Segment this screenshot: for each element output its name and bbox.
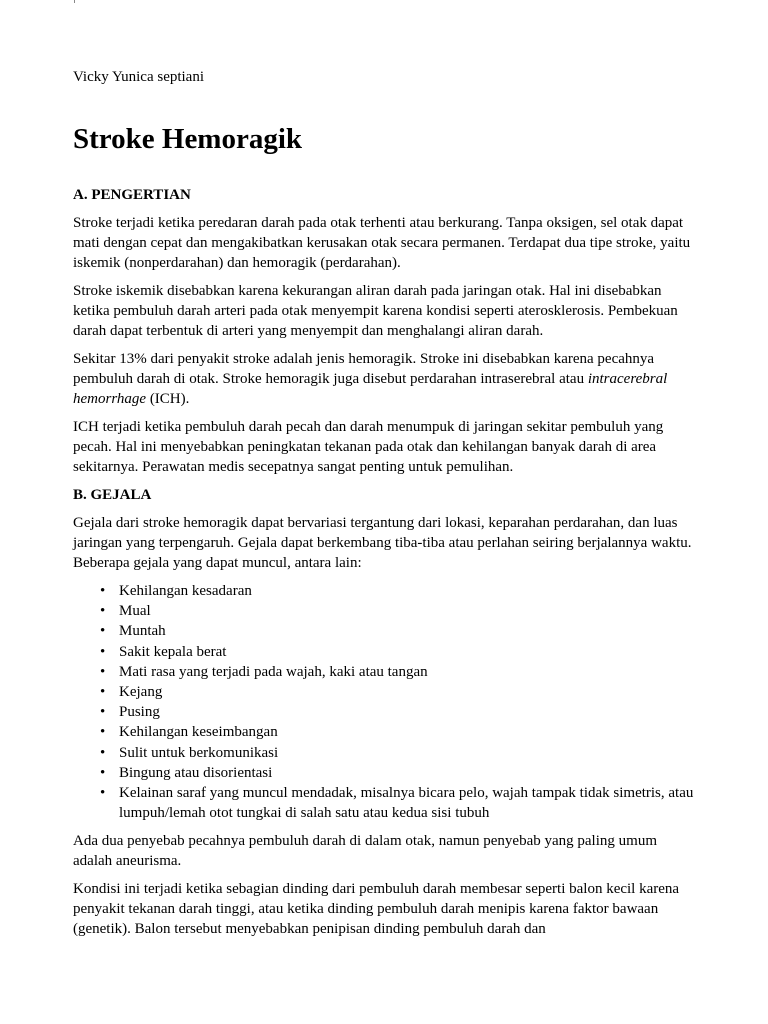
bullet-icon: • [100, 623, 106, 640]
list-item [100, 621, 695, 641]
list-item-text: Sulit untuk berkomunikasi [119, 744, 279, 761]
document-title: Stroke Hemoragik [73, 123, 303, 155]
list-item-text: Bingung atau disorientasi [119, 764, 273, 781]
paragraph-7: Kondisi ini terjadi ketika sebagian dinding dari pembuluh darah membesar seperti balon kecil karena penyakit tekanan darah tinggi, atau ketika dinding pembuluh darah menipis karena faktor bawaan (genetik). Balon tersebut menyebabkan penipisan dinding pembuluh darah dan [73, 881, 680, 938]
list-item [100, 783, 695, 823]
section-heading-pengertian: A. PENGERTIAN [73, 187, 191, 203]
list-item [100, 763, 695, 783]
paragraph-3-text: Sekitar 13% dari penyakit stroke adalah jenis hemoragik. Stroke ini disebabkan karena pecahnya pembuluh darah di otak. Stroke hemoragik juga disebut perdarahan intraserebral atau [73, 351, 655, 387]
list-item [100, 662, 695, 682]
symptom-list [73, 581, 695, 823]
bullet-icon: • [100, 663, 106, 680]
bullet-icon: • [100, 603, 106, 620]
list-item-text: Pusing [119, 704, 160, 721]
bullet-icon: • [100, 764, 106, 781]
section-heading-gejala: B. GEJALA [73, 487, 152, 503]
list-item [100, 722, 695, 742]
bullet-icon: • [100, 684, 106, 701]
paragraph-2: Stroke iskemik disebabkan karena kekurangan aliran darah pada jaringan otak. Hal ini disebabkan ketika pembuluh darah arteri pada otak menyempit karena kondisi seperti aterosklerosis. Pembekuan darah dapat terbentuk di arteri yang menyempit dan menghalangi aliran darah. [73, 283, 678, 339]
bullet-icon: • [100, 724, 106, 741]
list-item [100, 581, 695, 601]
paragraph-1: Stroke terjadi ketika peredaran darah pada otak terhenti atau berkurang. Tanpa oksigen, sel otak dapat mati dengan cepat dan mengakibatkan kerusakan otak secara permanen. Terdapat dua tipe stroke, yaitu iskemik (nonperdarahan) dan hemoragik (perdarahan). [73, 215, 691, 271]
bullet-icon: • [100, 785, 106, 802]
list-item [100, 743, 695, 763]
list-item-text: Kehilangan kesadaran [119, 583, 252, 599]
list-item-text: Sakit kepala berat [119, 643, 227, 660]
author-name: Vicky Yunica septiani [73, 69, 205, 85]
list-item-text: Muntah [119, 623, 166, 640]
bullet-icon: • [100, 583, 106, 599]
paragraph-3-tail: (ICH). [146, 391, 190, 407]
list-item-text: Kejang [119, 684, 163, 701]
paragraph-3-italic-term: intracerebral hemorrhage [73, 371, 668, 407]
paragraph-3 [73, 349, 695, 409]
list-item [100, 702, 695, 722]
bullet-icon: • [100, 744, 106, 761]
list-item-text: Mual [119, 603, 151, 620]
bullet-icon: • [100, 643, 106, 660]
paragraph-6: Ada dua penyebab pecahnya pembuluh darah di dalam otak, namun penyebab yang paling umum adalah aneurisma. [73, 833, 657, 870]
list-item [100, 642, 695, 662]
list-item [100, 682, 695, 702]
page-corner-mark [74, 0, 75, 3]
paragraph-5: Gejala dari stroke hemoragik dapat bervariasi tergantung dari lokasi, keparahan perdarahan, dan luas jaringan yang terpengaruh. Gejala dapat berkembang tiba-tiba atau perlahan seiring berjalannya waktu. Beberapa gejala yang dapat muncul, antara lain: [73, 515, 692, 571]
paragraph-4: ICH terjadi ketika pembuluh darah pecah dan darah menumpuk di jaringan sekitar pembuluh yang pecah. Hal ini menyebabkan peningkatan tekanan pada otak dan kehilangan banyak darah di area sekitarnya. Perawatan medis secepatnya sangat penting untuk pemulihan. [73, 419, 664, 475]
list-item-text: Kelainan saraf yang muncul mendadak, misalnya bicara pelo, wajah tampak tidak simetris, atau lumpuh/lemah otot tungkai di salah satu atau kedua sisi tubuh [119, 785, 694, 822]
list-item-text: Mati rasa yang terjadi pada wajah, kaki atau tangan [119, 663, 428, 680]
list-item-text: Kehilangan keseimbangan [119, 724, 278, 741]
bullet-icon: • [100, 704, 106, 721]
list-item [100, 601, 695, 621]
